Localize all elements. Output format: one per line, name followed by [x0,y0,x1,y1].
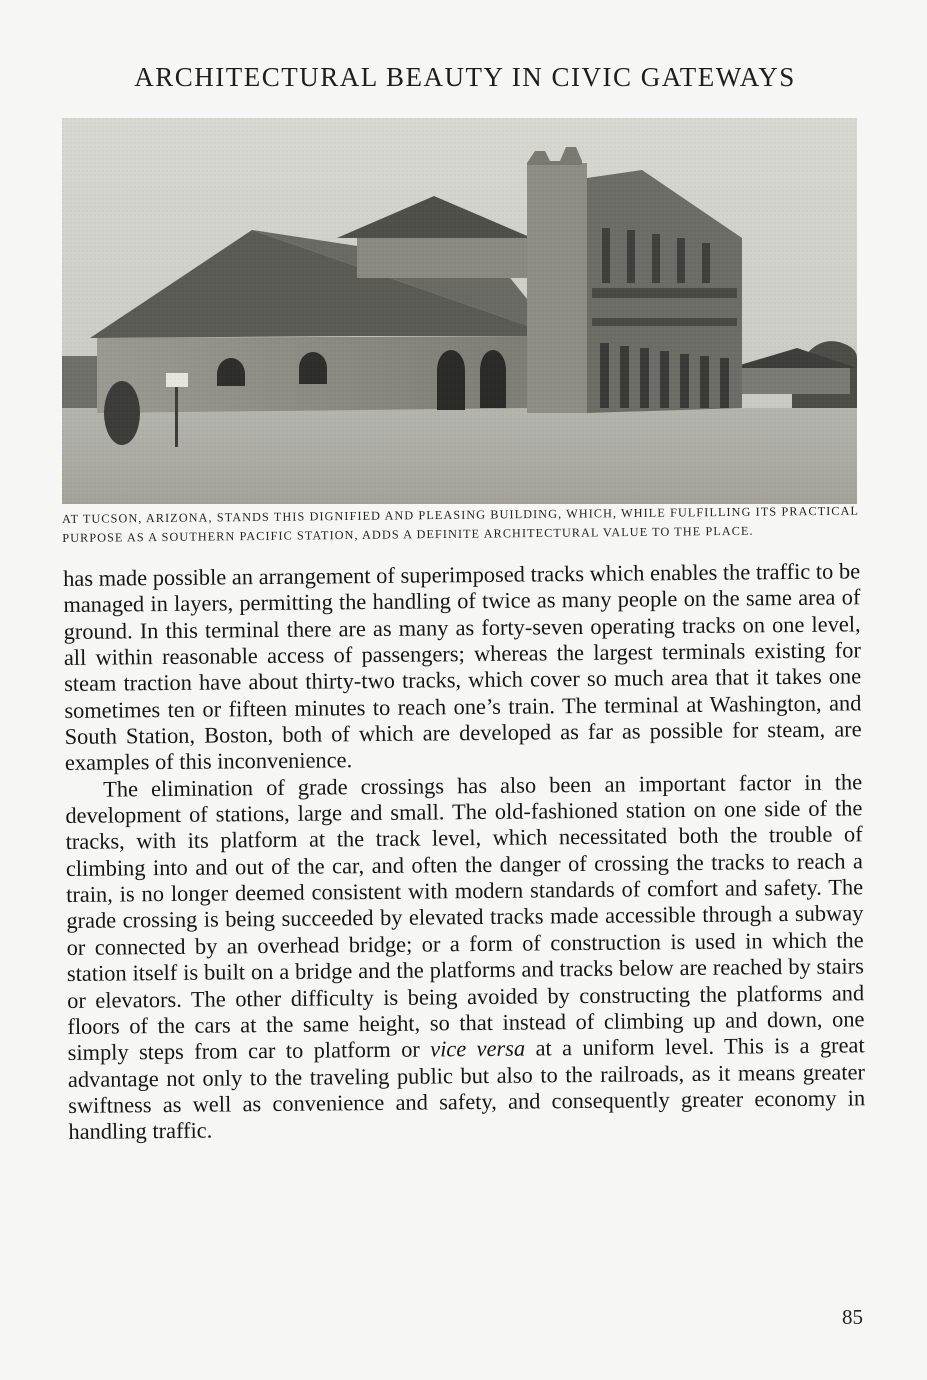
paragraph: has made possible an arrangement of superimposed tracks which enables the traffic to be managed in layers, permitting the handling of twice as many people on the same area of ground. In this terminal there are as many as forty-seven operating tracks on one level, all within reasonable access of passengers; whereas the largest terminals existing for steam traction have about thirty-two tracks, which cover so much area that it takes one sometimes ten or fifteen minutes to reach one’s train. The terminal at Washington, and South Station, Boston, both of which are developed as far as possible for steam, are examples of this inconvenience. [63,558,862,776]
body-text [63,558,866,1145]
paragraph [65,769,866,1145]
photograph-of-station-building-icon [62,118,857,504]
running-head: ARCHITECTURAL BEAUTY IN CIVIC GATEWAYS [134,62,796,92]
paragraph-text: The elimination of grade crossings has also been an important factor in the development of stations, large and small. The old-fashioned station on one side of the tracks, with its platform at the track level, which necessitated both the trouble of climbing into and out of the car, and often the danger of crossing the tracks to reach a train, is no longer deemed consistent with modern standards of comfort and safety. The grade crossing is being succeeded by elevated tracks made accessible through a subway or connected by an overhead bridge; or a form of construction is used in which the station itself is built on a bridge and the platforms and tracks below are reached by stairs or elevators. The other difficulty is being avoided by constructing the platforms and floors of the cars at the same height, so that instead of climbing up and down, one simply steps from car to platform or [65,769,865,1066]
station-photograph [62,118,857,504]
page-number: 85 [842,1305,863,1329]
paragraph-text: at a uniform level. This is a great advantage not only to the traveling public but also to the railroads, as it means greater swiftness as well as convenience and safety, and consequently greater economy in handling traffic. [67,1032,866,1145]
figure-caption: AT TUCSON, ARIZONA, STANDS THIS DIGNIFIED AND PLEASING BUILDING, WHICH, WHILE FULFILLING ITS PRACTICAL PURPOSE AS A SOUTHERN PACIFIC STATION, ADDS A DEFINITE ARCHITECTURAL VALUE TO THE PLACE. [62,503,860,545]
italic-phrase: vice versa [430,1035,526,1062]
